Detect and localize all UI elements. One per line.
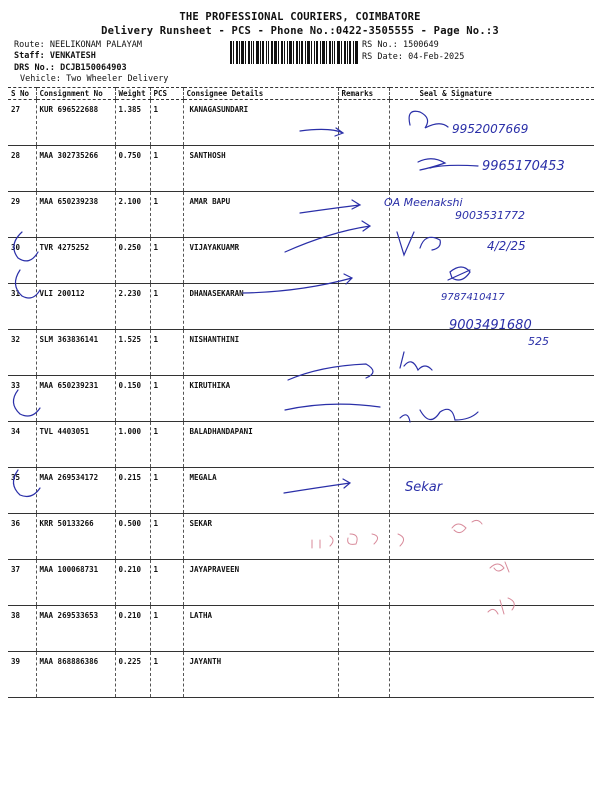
row-consignee: KANAGASUNDARI (183, 100, 338, 146)
rs-date-value: 04-Feb-2025 (408, 52, 465, 62)
table-row (8, 146, 594, 192)
row-pcs: 1 (150, 652, 183, 698)
row-consignee: MEGALA (183, 468, 338, 514)
col-seal-signature: Seal & Signature (389, 88, 594, 100)
row-weight: 0.215 (115, 468, 150, 514)
row-sno: 39 (8, 652, 36, 698)
row-pcs: 1 (150, 192, 183, 238)
row-consignment: TVL 4403051 (36, 422, 115, 468)
row-weight: 0.210 (115, 606, 150, 652)
col-consignment: Consignment No (36, 88, 115, 100)
vehicle-line (20, 74, 168, 84)
row-seal-signature (389, 330, 594, 376)
row-weight: 0.225 (115, 652, 150, 698)
row-remarks (338, 514, 389, 560)
row-seal-signature (389, 560, 594, 606)
row-sno: 29 (8, 192, 36, 238)
row-pcs: 1 (150, 468, 183, 514)
row-weight: 1.525 (115, 330, 150, 376)
row-pcs: 1 (150, 146, 183, 192)
row-remarks (338, 422, 389, 468)
col-remarks: Remarks (338, 88, 389, 100)
row-consignment: MAA 269534172 (36, 468, 115, 514)
row-weight: 2.230 (115, 284, 150, 330)
table-row (8, 652, 594, 698)
row-consignee: BALADHANDAPANI (183, 422, 338, 468)
row-weight: 1.000 (115, 422, 150, 468)
row-seal-signature (389, 606, 594, 652)
row-remarks (338, 284, 389, 330)
col-sno: S No (8, 88, 36, 100)
vehicle-value: Two Wheeler Delivery (66, 74, 169, 84)
row-seal-signature (389, 422, 594, 468)
row-consignment: MAA 650239238 (36, 192, 115, 238)
row-consignment: MAA 650239231 (36, 376, 115, 422)
row-remarks (338, 376, 389, 422)
row-consignment: KRR 50133266 (36, 514, 115, 560)
row-weight: 0.210 (115, 560, 150, 606)
table-row (8, 422, 594, 468)
table-row (8, 192, 594, 238)
hw-row32-note: 525 (528, 335, 549, 348)
table-row (8, 330, 594, 376)
table-header-row (8, 88, 594, 100)
row-consignee: SEKAR (183, 514, 338, 560)
row-pcs: 1 (150, 330, 183, 376)
row-remarks (338, 652, 389, 698)
row-seal-signature (389, 652, 594, 698)
row-consignee: VIJAYAKUAMR (183, 238, 338, 284)
row-remarks (338, 468, 389, 514)
table-row (8, 560, 594, 606)
row-consignee: DHANASEKARAN (183, 284, 338, 330)
hw-row36: Sekar (405, 480, 443, 495)
row-pcs: 1 (150, 514, 183, 560)
col-consignee: Consignee Details (183, 88, 338, 100)
hw-row29-name: OA Meenakshi (384, 196, 463, 209)
row-consignment: SLM 363836141 (36, 330, 115, 376)
row-weight: 0.500 (115, 514, 150, 560)
row-pcs: 1 (150, 100, 183, 146)
staff-line (14, 51, 96, 61)
drs-line (14, 63, 127, 73)
row-remarks (338, 100, 389, 146)
rs-no-line (362, 40, 439, 50)
row-pcs: 1 (150, 238, 183, 284)
rs-no-value: 1500649 (402, 40, 439, 50)
table-row (8, 376, 594, 422)
rs-date-label: RS Date: (362, 52, 403, 62)
row-sno: 28 (8, 146, 36, 192)
row-sno: 27 (8, 100, 36, 146)
table-row (8, 468, 594, 514)
row-consignment: MAA 302735266 (36, 146, 115, 192)
row-consignment: MAA 868886386 (36, 652, 115, 698)
row-weight: 0.750 (115, 146, 150, 192)
row-weight: 2.100 (115, 192, 150, 238)
row-sno: 30 (8, 238, 36, 284)
row-sno: 38 (8, 606, 36, 652)
row-consignee: AMAR BAPU (183, 192, 338, 238)
row-sno: 35 (8, 468, 36, 514)
staff-label: Staff: (14, 51, 45, 61)
row-sno: 31 (8, 284, 36, 330)
row-pcs: 1 (150, 284, 183, 330)
row-seal-signature (389, 284, 594, 330)
route-label: Route: (14, 40, 45, 50)
col-pcs: PCS (150, 88, 183, 100)
row-consignee: SANTHOSH (183, 146, 338, 192)
table-body (8, 100, 594, 698)
row-seal-signature (389, 100, 594, 146)
row-seal-signature (389, 238, 594, 284)
company-title: THE PROFESSIONAL COURIERS, COIMBATORE (179, 11, 421, 23)
row-consignee: JAYAPRAVEEN (183, 560, 338, 606)
row-consignee: LATHA (183, 606, 338, 652)
row-seal-signature (389, 376, 594, 422)
row-consignment: VLI 200112 (36, 284, 115, 330)
row-seal-signature (389, 514, 594, 560)
drs-value: DCJB150064903 (60, 63, 127, 73)
row-remarks (338, 330, 389, 376)
runsheet-subtitle: Delivery Runsheet - PCS - Phone No.:0422-3505555 - Page No.:3 (101, 25, 499, 37)
col-weight: Weight (115, 88, 150, 100)
table-row (8, 284, 594, 330)
route-value: NEELIKONAM PALAYAM (49, 40, 142, 50)
row-sno: 37 (8, 560, 36, 606)
row-remarks (338, 192, 389, 238)
table-row (8, 238, 594, 284)
row-remarks (338, 560, 389, 606)
hw-row28: 9965170453 (482, 159, 565, 174)
rs-date-line (362, 52, 464, 62)
table-row (8, 606, 594, 652)
staff-value: VENKATESH (49, 51, 96, 61)
row-remarks (338, 146, 389, 192)
route-line (14, 40, 142, 50)
row-weight: 1.385 (115, 100, 150, 146)
row-consignee: NISHANTHINI (183, 330, 338, 376)
row-consignment: MAA 100068731 (36, 560, 115, 606)
table-row (8, 514, 594, 560)
row-weight: 0.250 (115, 238, 150, 284)
row-sno: 36 (8, 514, 36, 560)
row-pcs: 1 (150, 606, 183, 652)
hw-row29-phone: 9003531772 (455, 209, 525, 222)
row-consignment: KUR 696522688 (36, 100, 115, 146)
row-consignee: KIRUTHIKA (183, 376, 338, 422)
row-remarks (338, 606, 389, 652)
runsheet-table (8, 87, 594, 698)
row-seal-signature (389, 192, 594, 238)
vehicle-label: Vehicle: (20, 74, 61, 84)
row-pcs: 1 (150, 422, 183, 468)
drs-label: DRS No.: (14, 63, 55, 73)
rs-no-label: RS No.: (362, 40, 398, 50)
row-sno: 32 (8, 330, 36, 376)
row-seal-signature (389, 146, 594, 192)
row-pcs: 1 (150, 560, 183, 606)
hw-row30: 4/2/25 (487, 239, 526, 253)
hw-row27: 9952007669 (452, 122, 529, 136)
table-row (8, 100, 594, 146)
row-weight: 0.150 (115, 376, 150, 422)
row-consignee: JAYANTH (183, 652, 338, 698)
row-seal-signature (389, 468, 594, 514)
barcode-image (230, 41, 358, 64)
row-sno: 34 (8, 422, 36, 468)
row-consignment: TVR 4275252 (36, 238, 115, 284)
row-sno: 33 (8, 376, 36, 422)
row-pcs: 1 (150, 376, 183, 422)
hw-row32-phone: 9003491680 (449, 318, 532, 333)
row-remarks (338, 238, 389, 284)
hw-row31: 9787410417 (441, 292, 505, 303)
row-consignment: MAA 269533653 (36, 606, 115, 652)
